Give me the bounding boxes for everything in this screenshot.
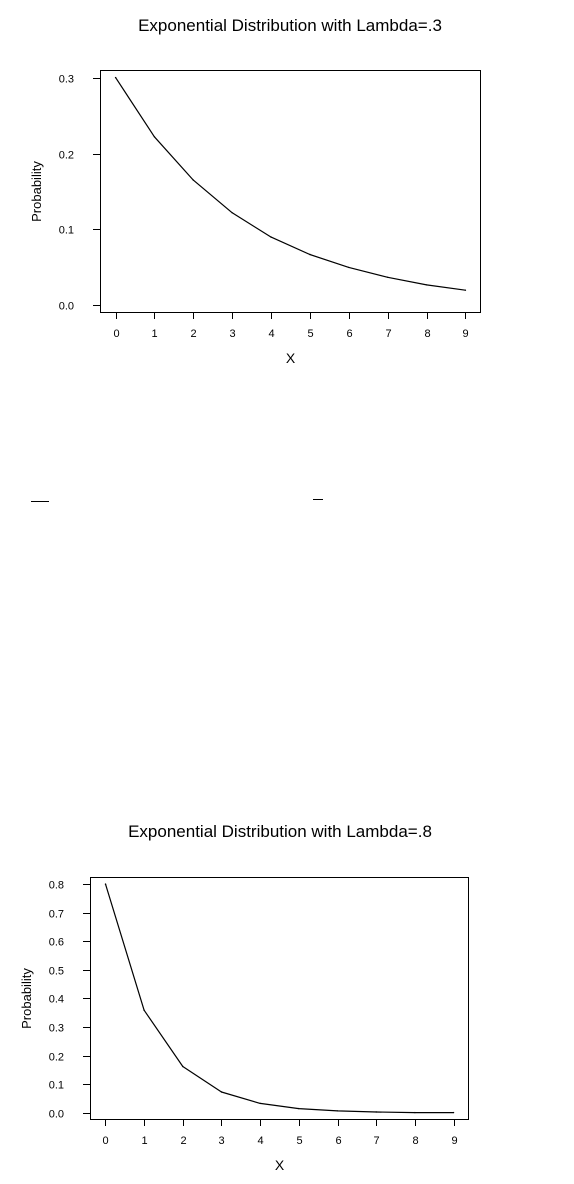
data-point bbox=[465, 290, 466, 291]
chart-title: Exponential Distribution with Lambda=.3 bbox=[138, 16, 442, 35]
x-tick-label: 9 bbox=[451, 1135, 458, 1147]
data-point bbox=[105, 883, 106, 884]
stray-dash-mark bbox=[31, 501, 49, 502]
y-tick-label: 0.7 bbox=[48, 908, 64, 921]
x-tick-label: 6 bbox=[335, 1135, 342, 1147]
y-axis-label: Probability bbox=[29, 161, 44, 222]
data-point bbox=[232, 212, 233, 213]
y-axis-label: Probability bbox=[19, 968, 34, 1029]
y-tick-label: 0.5 bbox=[48, 965, 64, 978]
data-point bbox=[414, 1112, 415, 1113]
data-point bbox=[426, 284, 427, 285]
y-tick-label: 0.1 bbox=[48, 1079, 64, 1092]
y-tick-label: 0.0 bbox=[58, 300, 74, 313]
data-point bbox=[154, 136, 155, 137]
data-point bbox=[309, 254, 310, 255]
chart-title: Exponential Distribution with Lambda=.8 bbox=[128, 822, 432, 841]
x-tick-label: 7 bbox=[385, 328, 392, 340]
data-point bbox=[453, 1112, 454, 1113]
x-tick-label: 0 bbox=[113, 328, 120, 340]
y-tick-label: 0.1 bbox=[58, 224, 74, 237]
x-tick-label: 6 bbox=[346, 328, 353, 340]
data-point bbox=[193, 179, 194, 180]
data-point bbox=[387, 277, 388, 278]
data-point bbox=[337, 1110, 338, 1111]
x-axis-label: X bbox=[285, 350, 296, 366]
x-tick-label: 4 bbox=[268, 328, 275, 340]
data-point bbox=[182, 1066, 183, 1067]
data-point bbox=[115, 77, 116, 78]
y-tick-label: 0.6 bbox=[48, 936, 64, 949]
data-point bbox=[376, 1111, 377, 1112]
x-tick-label: 1 bbox=[151, 328, 158, 340]
data-point bbox=[270, 236, 271, 237]
y-tick-label: 0.3 bbox=[48, 1022, 64, 1035]
x-tick-label: 7 bbox=[373, 1135, 380, 1147]
x-tick-label: 2 bbox=[180, 1135, 187, 1147]
plot-frame bbox=[91, 878, 469, 1120]
plot-frame bbox=[101, 71, 481, 313]
x-tick-label: 1 bbox=[141, 1135, 148, 1147]
x-tick-label: 8 bbox=[412, 1135, 419, 1147]
x-tick-label: 2 bbox=[190, 328, 197, 340]
data-point bbox=[298, 1108, 299, 1109]
y-tick-label: 0.8 bbox=[48, 879, 64, 892]
x-tick-label: 8 bbox=[424, 328, 431, 340]
stray-dash-mark bbox=[313, 499, 323, 500]
x-axis-label: X bbox=[274, 1157, 285, 1173]
x-tick-label: 5 bbox=[307, 328, 314, 340]
data-point bbox=[221, 1091, 222, 1092]
x-tick-label: 9 bbox=[462, 328, 469, 340]
y-tick-label: 0.2 bbox=[48, 1051, 64, 1064]
y-tick-label: 0.3 bbox=[58, 73, 74, 86]
y-tick-label: 0.4 bbox=[48, 993, 64, 1006]
x-tick-label: 3 bbox=[229, 328, 236, 340]
x-tick-label: 3 bbox=[218, 1135, 225, 1147]
series-line bbox=[106, 884, 454, 1113]
x-tick-label: 0 bbox=[102, 1135, 109, 1147]
y-tick-label: 0.0 bbox=[48, 1108, 64, 1121]
y-tick-label: 0.2 bbox=[58, 149, 74, 162]
data-point bbox=[348, 267, 349, 268]
x-tick-label: 5 bbox=[296, 1135, 303, 1147]
chart-lambda-08 bbox=[0, 800, 574, 1184]
series-line bbox=[116, 78, 466, 291]
chart-lambda-03 bbox=[0, 0, 574, 380]
data-point bbox=[260, 1103, 261, 1104]
x-tick-label: 4 bbox=[257, 1135, 264, 1147]
data-point bbox=[143, 1010, 144, 1011]
